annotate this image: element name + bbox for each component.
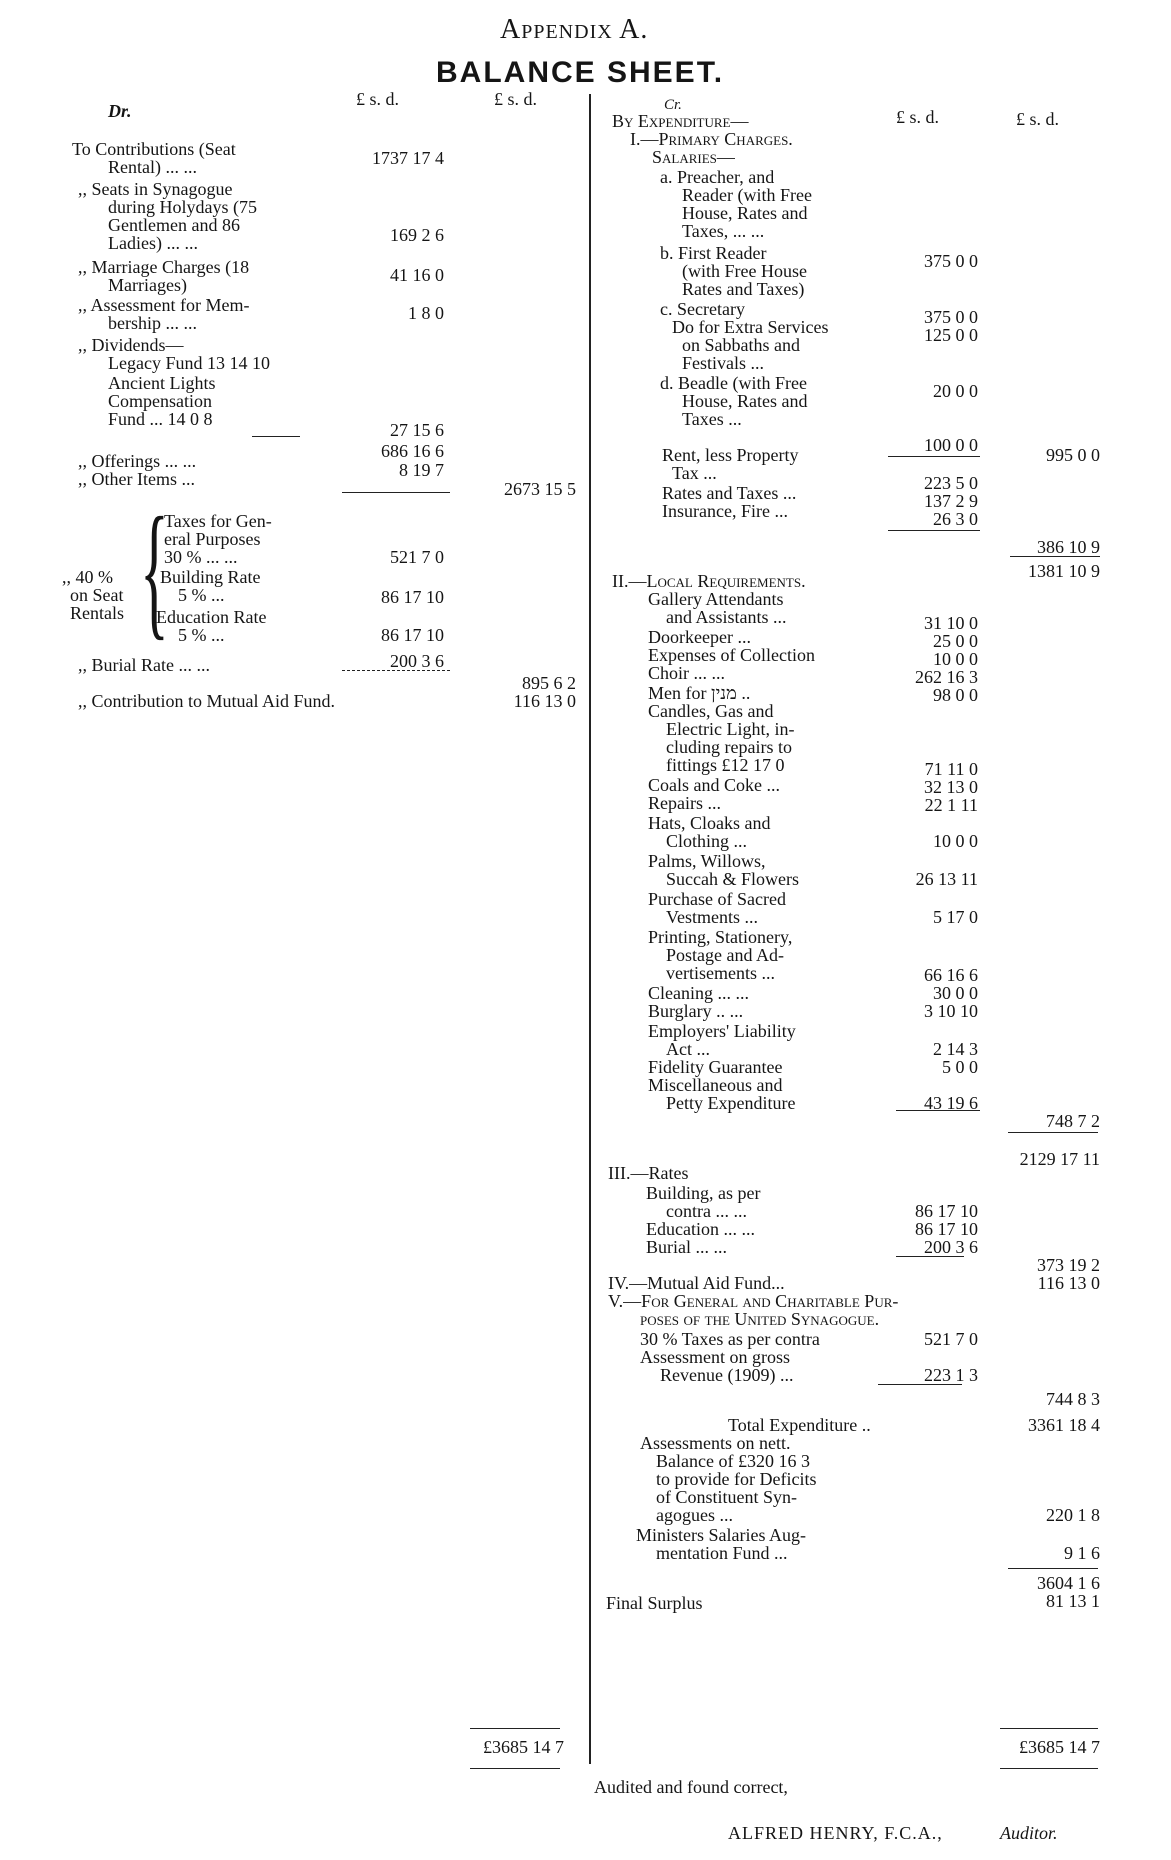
credit-line-item: Doorkeeper ... xyxy=(648,627,751,647)
credit-total-rule xyxy=(1000,1728,1098,1729)
credit-total-amount: 3604 1 6 xyxy=(1037,1573,1100,1593)
debit-total-rule xyxy=(470,1728,560,1729)
debit-line-item: Rental) ... ... xyxy=(108,157,197,177)
credit-line-item: Rent, less Property xyxy=(662,445,799,465)
credit-amount: 26 13 11 xyxy=(915,869,978,889)
center-divider xyxy=(589,94,591,1764)
debit-column-head-1: £ s. d. xyxy=(356,89,400,109)
credit-line-item: Assessment on gross xyxy=(640,1347,791,1367)
credit-amount: 3 10 10 xyxy=(924,1001,978,1021)
credit-line-item: fittings £12 17 0 xyxy=(666,755,785,775)
credit-line-item: Hats, Cloaks and xyxy=(648,813,771,833)
debit-line-item: ,, Other Items ... xyxy=(78,469,195,489)
debit-amount: 41 16 0 xyxy=(390,265,444,285)
credit-amount: 200 3 6 xyxy=(924,1237,978,1257)
credit-line-item: Balance of £320 16 3 xyxy=(656,1451,810,1471)
credit-amount: 98 0 0 xyxy=(933,685,978,705)
credit-line-item: Petty Expenditure xyxy=(666,1093,796,1113)
credit-line-item: Candles, Gas and xyxy=(648,701,774,721)
credit-amount: 43 19 6 xyxy=(924,1093,978,1113)
credit-line-item: (with Free House xyxy=(682,261,807,281)
left-brace: { xyxy=(140,487,169,653)
debit-amount: 86 17 10 xyxy=(381,625,444,645)
debit-line-item: ,, Dividends— xyxy=(78,335,184,355)
credit-total-amount: 744 8 3 xyxy=(1046,1389,1100,1409)
debit-line-item: ,, Marriage Charges (18 xyxy=(78,257,250,277)
debit-amount: 1737 17 4 xyxy=(372,148,444,168)
debit-line-item: Building Rate xyxy=(160,567,261,587)
debit-amount: 27 15 6 xyxy=(390,420,444,440)
credit-amount: 10 0 0 xyxy=(933,831,978,851)
credit-line-item: 30 % Taxes as per contra xyxy=(640,1329,820,1349)
debit-line-item: To Contributions (Seat xyxy=(72,139,236,159)
credit-grand-total: £3685 14 7 xyxy=(1019,1737,1100,1757)
credit-amount: 137 2 9 xyxy=(924,491,978,511)
debit-amount: 521 7 0 xyxy=(390,547,444,567)
credit-line-item: of Constituent Syn- xyxy=(656,1487,798,1507)
credit-line-item: Salaries— xyxy=(652,147,735,167)
debit-line-item: Fund ... 14 0 8 xyxy=(108,409,213,429)
debit-amount: 86 17 10 xyxy=(381,587,444,607)
debit-amount: 686 16 6 xyxy=(381,441,444,461)
credit-line-item: Succah & Flowers xyxy=(666,869,799,889)
credit-line-item: Revenue (1909) ... xyxy=(660,1365,794,1385)
debit-line-item: on Seat xyxy=(70,585,124,605)
credit-line-item: Taxes ... xyxy=(682,409,742,429)
debit-line-item: ,, Offerings ... ... xyxy=(78,451,197,471)
credit-line-item: agogues ... xyxy=(656,1505,733,1525)
credit-line-item: Printing, Stationery, xyxy=(648,927,793,947)
debit-line-item: Compensation xyxy=(108,391,212,411)
debit-line-item: bership ... ... xyxy=(108,313,197,333)
credit-line-item: Gallery Attendants xyxy=(648,589,784,609)
credit-amount: 30 0 0 xyxy=(933,983,978,1003)
debit-line-item: ,, Seats in Synagogue xyxy=(78,179,233,199)
credit-line-item: Vestments ... xyxy=(666,907,758,927)
credit-total-amount: 373 19 2 xyxy=(1037,1255,1100,1275)
credit-line-item: Postage and Ad- xyxy=(666,945,784,965)
credit-amount: 5 0 0 xyxy=(942,1057,978,1077)
credit-line-item: Taxes, ... ... xyxy=(682,221,765,241)
credit-amount: 521 7 0 xyxy=(924,1329,978,1349)
credit-line-item: Rates and Taxes ... xyxy=(662,483,797,503)
debit-line-item: Gentlemen and 86 xyxy=(108,215,240,235)
credit-rule xyxy=(888,456,980,457)
debit-column-head-2: £ s. d. xyxy=(494,89,538,109)
credit-line-item: Insurance, Fire ... xyxy=(662,501,788,521)
credit-line-item: Final Surplus xyxy=(606,1593,703,1613)
credit-line-item: II.—Local Requirements. xyxy=(612,571,806,591)
credit-line-item: Burglary .. ... xyxy=(648,1001,744,1021)
credit-line-item: Repairs ... xyxy=(648,793,721,813)
appendix-heading: Appendix A. xyxy=(500,14,649,45)
credit-amount: 66 16 6 xyxy=(924,965,978,985)
credit-line-item: V.—For General and Charitable Pur- xyxy=(608,1291,899,1311)
credit-line-item: Assessments on nett. xyxy=(640,1433,791,1453)
debit-total-amount: 895 6 2 xyxy=(522,673,576,693)
credit-line-item: Miscellaneous and xyxy=(648,1075,783,1095)
auditor-name: ALFRED HENRY, F.C.A., xyxy=(728,1823,943,1843)
credit-rule xyxy=(1010,556,1100,557)
credit-line-item: a. Preacher, and xyxy=(660,167,775,187)
debit-line-item: ,, Contribution to Mutual Aid Fund. xyxy=(78,691,336,711)
credit-amount: 86 17 10 xyxy=(915,1219,978,1239)
credit-line-item: and Assistants ... xyxy=(666,607,787,627)
credit-line-item: Coals and Coke ... xyxy=(648,775,780,795)
credit-total-amount: 1381 10 9 xyxy=(1028,561,1100,581)
credit-total-rule xyxy=(1000,1768,1098,1769)
credit-line-item: Do for Extra Services xyxy=(672,317,829,337)
debit-grand-total: £3685 14 7 xyxy=(483,1737,564,1757)
debit-label: Dr. xyxy=(108,101,132,121)
debit-line-item: eral Purposes xyxy=(164,529,261,549)
credit-total-amount: 386 10 9 xyxy=(1037,537,1100,557)
credit-rule xyxy=(896,1256,964,1257)
credit-line-item: Fidelity Guarantee xyxy=(648,1057,783,1077)
credit-total-amount: 81 13 1 xyxy=(1046,1591,1100,1611)
credit-total-amount: 220 1 8 xyxy=(1046,1505,1100,1525)
credit-line-item: III.—Rates xyxy=(608,1163,689,1183)
credit-rule xyxy=(888,530,980,531)
credit-line-item: By Expenditure— xyxy=(612,111,749,131)
credit-line-item: Rates and Taxes) xyxy=(682,279,805,299)
credit-line-item: vertisements ... xyxy=(666,963,775,983)
credit-line-item: Expenses of Collection xyxy=(648,645,815,665)
debit-line-item: ,, Assessment for Mem- xyxy=(78,295,250,315)
debit-total-amount: 116 13 0 xyxy=(513,691,576,711)
credit-line-item: to provide for Deficits xyxy=(656,1469,817,1489)
auditor-role: Auditor. xyxy=(1000,1823,1058,1843)
credit-line-item: House, Rates and xyxy=(682,391,808,411)
credit-amount: 262 16 3 xyxy=(915,667,978,687)
debit-line-item: Ancient Lights xyxy=(108,373,216,393)
credit-total-amount: 9 1 6 xyxy=(1064,1543,1100,1563)
credit-line-item: contra ... ... xyxy=(666,1201,747,1221)
credit-amount: 20 0 0 xyxy=(933,381,978,401)
credit-amount: 10 0 0 xyxy=(933,649,978,669)
credit-amount: 223 1 3 xyxy=(924,1365,978,1385)
credit-amount: 22 1 11 xyxy=(924,795,978,815)
audit-statement: Audited and found correct, xyxy=(594,1777,788,1797)
debit-amount: 8 19 7 xyxy=(399,460,444,480)
debit-line-item: Ladies) ... ... xyxy=(108,233,198,253)
credit-amount: 2 14 3 xyxy=(933,1039,978,1059)
credit-amount: 100 0 0 xyxy=(924,435,978,455)
credit-total-amount: 3361 18 4 xyxy=(1028,1415,1100,1435)
credit-total-amount: 748 7 2 xyxy=(1046,1111,1100,1131)
debit-line-item: 30 % ... ... xyxy=(164,547,238,567)
page-title: BALANCE SHEET. xyxy=(436,56,725,89)
credit-amount: 32 13 0 xyxy=(924,777,978,797)
credit-rule xyxy=(1008,1568,1098,1569)
credit-line-item: Burial ... ... xyxy=(646,1237,727,1257)
debit-line-item: Rentals xyxy=(70,603,124,623)
credit-line-item: Palms, Willows, xyxy=(648,851,766,871)
credit-label: Cr. xyxy=(664,97,682,113)
credit-line-item: Purchase of Sacred xyxy=(648,889,786,909)
debit-line-item: Education Rate xyxy=(156,607,267,627)
credit-line-item: Electric Light, in- xyxy=(666,719,795,739)
debit-amount: 1 8 0 xyxy=(408,303,444,323)
credit-rule xyxy=(896,1110,980,1111)
credit-line-item: Men for מנין .. xyxy=(648,683,751,703)
credit-line-item: Act ... xyxy=(666,1039,710,1059)
credit-line-item: cluding repairs to xyxy=(666,737,792,757)
debit-rule xyxy=(342,670,450,671)
credit-line-item: Employers' Liability xyxy=(648,1021,796,1041)
credit-column-head-1: £ s. d. xyxy=(896,107,940,127)
debit-line-item: Legacy Fund 13 14 10 xyxy=(108,353,270,373)
credit-line-item: House, Rates and xyxy=(682,203,808,223)
credit-line-item: Tax ... xyxy=(672,463,717,483)
debit-line-item: 5 % ... xyxy=(178,625,225,645)
debit-rule xyxy=(342,492,450,493)
credit-total-amount: 116 13 0 xyxy=(1037,1273,1100,1293)
credit-amount: 71 11 0 xyxy=(924,759,978,779)
credit-rule xyxy=(878,1384,962,1385)
credit-line-item: d. Beadle (with Free xyxy=(660,373,807,393)
credit-line-item: Festivals ... xyxy=(682,353,765,373)
credit-line-item: Reader (with Free xyxy=(682,185,812,205)
credit-total-amount: 2129 17 11 xyxy=(1019,1149,1100,1169)
debit-line-item: Taxes for Gen- xyxy=(164,511,272,531)
debit-line-item: ,, Burial Rate ... ... xyxy=(78,655,210,675)
debit-line-item: Marriages) xyxy=(108,275,187,295)
credit-line-item: Total Expenditure .. xyxy=(728,1415,871,1435)
credit-line-item: c. Secretary xyxy=(660,299,745,319)
credit-amount: 375 0 0 xyxy=(924,251,978,271)
debit-total-rule xyxy=(470,1768,560,1769)
credit-line-item: I.—Primary Charges. xyxy=(630,129,793,149)
credit-amount: 125 0 0 xyxy=(924,325,978,345)
debit-line-item: ,, 40 % xyxy=(62,567,113,587)
credit-amount: 86 17 10 xyxy=(915,1201,978,1221)
debit-amount: 200 3 6 xyxy=(390,651,444,671)
credit-line-item: Clothing ... xyxy=(666,831,748,851)
credit-rule xyxy=(1008,1132,1098,1133)
debit-line-item: 5 % ... xyxy=(178,585,225,605)
debit-total-amount: 2673 15 5 xyxy=(504,479,576,499)
credit-line-item: Building, as per xyxy=(646,1183,761,1203)
credit-line-item: Ministers Salaries Aug- xyxy=(636,1525,806,1545)
credit-line-item: b. First Reader xyxy=(660,243,767,263)
credit-line-item: on Sabbaths and xyxy=(682,335,800,355)
credit-line-item: poses of the United Synagogue. xyxy=(640,1309,880,1329)
debit-rule xyxy=(252,436,300,437)
credit-amount: 26 3 0 xyxy=(933,509,978,529)
credit-amount: 31 10 0 xyxy=(924,613,978,633)
credit-line-item: Cleaning ... ... xyxy=(648,983,749,1003)
credit-amount: 5 17 0 xyxy=(933,907,978,927)
credit-column-head-2: £ s. d. xyxy=(1016,109,1060,129)
credit-line-item: Education ... ... xyxy=(646,1219,755,1239)
credit-line-item: mentation Fund ... xyxy=(656,1543,788,1563)
credit-amount: 223 5 0 xyxy=(924,473,978,493)
credit-total-amount: 995 0 0 xyxy=(1046,445,1100,465)
debit-amount: 169 2 6 xyxy=(390,225,444,245)
debit-line-item: during Holydays (75 xyxy=(108,197,257,217)
credit-amount: 25 0 0 xyxy=(933,631,978,651)
credit-amount: 375 0 0 xyxy=(924,307,978,327)
credit-line-item: IV.—Mutual Aid Fund... xyxy=(608,1273,785,1293)
credit-line-item: Choir ... ... xyxy=(648,663,726,683)
